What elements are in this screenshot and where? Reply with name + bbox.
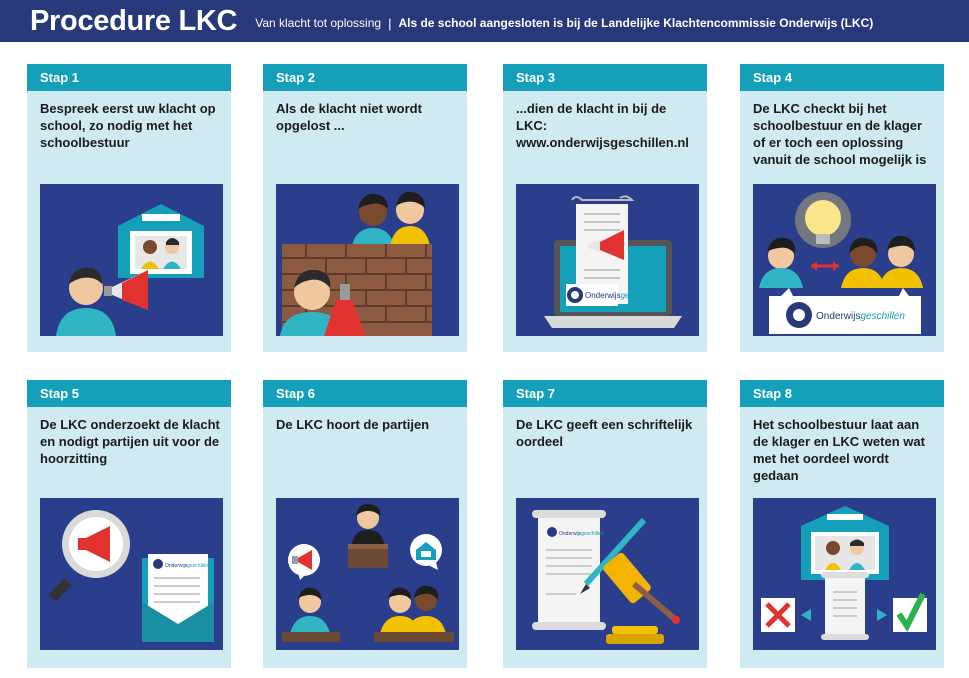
- step-text: De LKC checkt bij het schoolbestuur en de klager of er toch een oplossing vanuit de school mogelijk is: [753, 101, 927, 167]
- header-separator: |: [388, 15, 392, 31]
- step-label: Stap 1: [27, 64, 231, 91]
- step-card-4: [740, 64, 944, 352]
- laptop-complaint-icon: [516, 184, 699, 336]
- step-card-5: [27, 380, 231, 668]
- step-card-8: [740, 380, 944, 668]
- step-label: Stap 4: [740, 64, 944, 91]
- step-card-1: [27, 64, 231, 352]
- step-label: Stap 2: [263, 64, 467, 91]
- page-header: [0, 0, 969, 42]
- page-subtitle-bold: Als de school aangesloten is bij de Landelijke Klachtencommissie Onderwijs (LKC): [398, 16, 874, 30]
- magnifier-invitation-icon: [40, 498, 223, 650]
- step-text: De LKC onderzoekt de klacht en nodigt partijen uit voor de hoorzitting: [40, 417, 220, 466]
- school-megaphone-icon: [40, 184, 223, 336]
- step-label: Stap 3: [503, 64, 707, 91]
- step-text: Als de klacht niet wordt opgelost ...: [276, 101, 422, 133]
- step-label: Stap 5: [27, 380, 231, 407]
- logo-text: Onderwijsgeschillen: [585, 291, 657, 300]
- step-card-2: [263, 64, 467, 352]
- step-text: Bespreek eerst uw klacht op school, zo nodig met het schoolbestuur: [40, 101, 216, 150]
- step-card-7: [503, 380, 707, 668]
- school-decision-icon: [753, 498, 936, 650]
- step-text: De LKC hoort de partijen: [276, 417, 430, 432]
- logo-text: Onderwijsgeschillen: [816, 311, 905, 322]
- logo-text: Onderwijsgeschillen: [165, 563, 210, 569]
- lightbulb-mediation-icon: [753, 184, 936, 336]
- step-card-3: [503, 64, 707, 352]
- page-subtitle: Van klacht tot oplossing: [255, 16, 382, 30]
- wall-megaphone-icon: [276, 184, 459, 336]
- hearing-icon: [276, 498, 459, 650]
- step-text: De LKC geeft een schriftelijk oordeel: [516, 417, 693, 449]
- verdict-gavel-icon: [516, 498, 699, 650]
- step-label: Stap 6: [263, 380, 467, 407]
- step-text: Het schoolbestuur laat aan de klager en LKC weten wat met het oordeel wordt gedaan: [753, 417, 925, 483]
- step-label: Stap 7: [503, 380, 707, 407]
- logo-text: Onderwijsgeschillen: [559, 531, 604, 537]
- step-text: ...dien de klacht in bij de LKC: www.onderwijsgeschillen.nl: [516, 101, 689, 150]
- page-title: Procedure LKC: [30, 4, 238, 37]
- step-card-6: [263, 380, 467, 668]
- step-label: Stap 8: [740, 380, 944, 407]
